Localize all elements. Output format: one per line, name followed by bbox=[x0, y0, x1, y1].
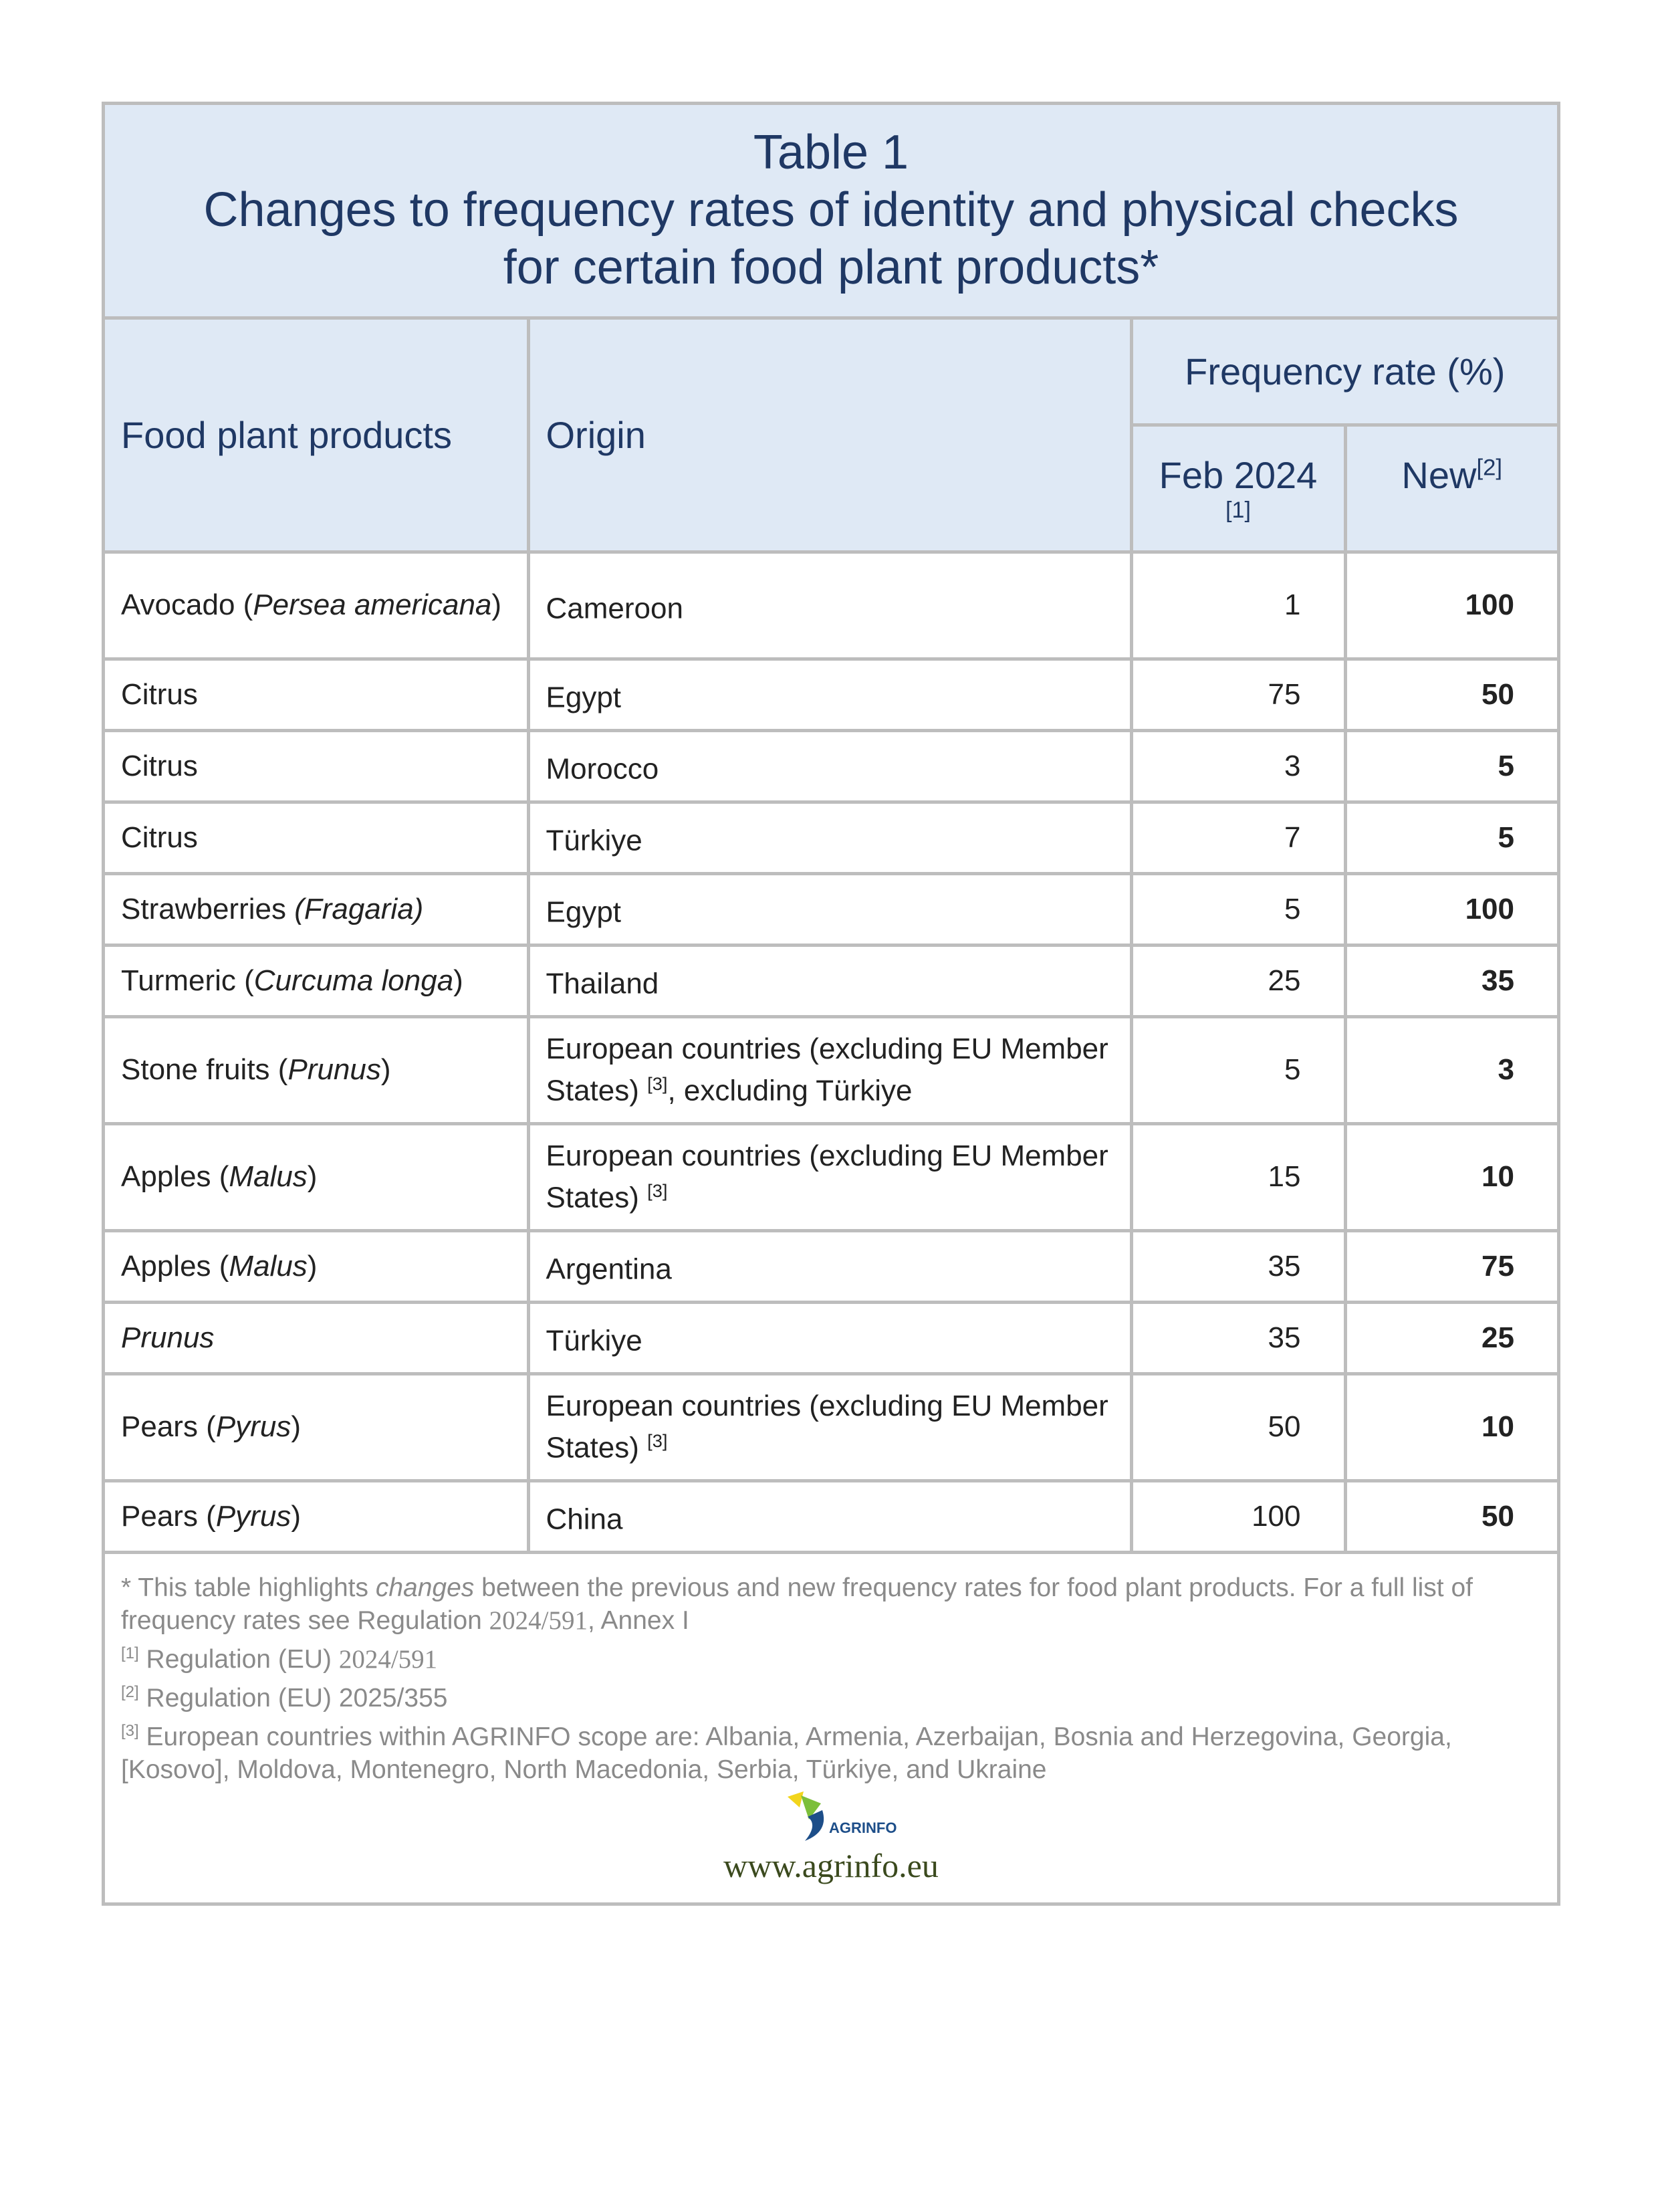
note-3 bbox=[121, 1715, 1541, 1786]
cell-product bbox=[105, 552, 528, 659]
table-body bbox=[105, 552, 1557, 1552]
cell-new: 10 bbox=[1345, 1373, 1557, 1480]
note-general-regulation: 2024/591 bbox=[489, 1606, 588, 1635]
cell-origin bbox=[528, 1230, 1131, 1302]
origin-text: Türkiye bbox=[546, 1324, 642, 1357]
cell-new: 3 bbox=[1345, 1016, 1557, 1123]
title-line-2: Changes to frequency rates of identity and physical checks bbox=[203, 183, 1459, 237]
origin-text: Egypt bbox=[546, 681, 622, 714]
header-frequency-rate: Frequency rate (%) bbox=[1131, 320, 1557, 425]
origin-ref: [3] bbox=[647, 1430, 668, 1451]
table-notes bbox=[105, 1554, 1557, 1786]
origin-text-end: , excluding Türkiye bbox=[667, 1074, 913, 1107]
origin-text: Egypt bbox=[546, 895, 622, 929]
product-latin-name: Malus bbox=[229, 1249, 308, 1283]
cell-feb-2024: 100 bbox=[1131, 1480, 1345, 1552]
origin-text: European countries (excluding EU Member States) bbox=[546, 1139, 1108, 1214]
origin-ref: [3] bbox=[647, 1073, 668, 1094]
note-3-text: European countries within AGRINFO scope are: Albania, Armenia, Azerbaijan, Bosnia and Herzegovina, Georgia, [Kosovo], Moldova, Montenegro, North Macedonia, Serbia, Türkiye, and Ukraine bbox=[121, 1722, 1452, 1784]
cell-feb-2024: 1 bbox=[1131, 552, 1345, 659]
origin-text: Morocco bbox=[546, 752, 659, 786]
product-name: Pears ( bbox=[121, 1499, 216, 1533]
header-feb-2024-label: Feb 2024 bbox=[1159, 453, 1318, 496]
table-row bbox=[105, 1230, 1557, 1302]
cell-new: 35 bbox=[1345, 945, 1557, 1016]
note-1-regulation: 2024/591 bbox=[338, 1644, 438, 1674]
header-feb-2024-ref: [1] bbox=[1225, 497, 1251, 523]
logo-text: AGRINFO bbox=[829, 1819, 897, 1836]
cell-feb-2024: 75 bbox=[1131, 659, 1345, 730]
product-latin-name: Curcuma longa bbox=[253, 964, 454, 997]
note-2 bbox=[121, 1676, 1541, 1715]
cell-origin bbox=[528, 945, 1131, 1016]
product-latin-name: Pyrus bbox=[215, 1499, 291, 1533]
product-latin-name: (Fragaria) bbox=[294, 892, 424, 925]
origin-text: Thailand bbox=[546, 967, 659, 1000]
product-name-end: ) bbox=[291, 1499, 301, 1533]
product-name: Turmeric ( bbox=[121, 964, 254, 997]
table-row bbox=[105, 552, 1557, 659]
cell-product bbox=[105, 1016, 528, 1123]
product-name-end: ) bbox=[491, 588, 502, 621]
website-link[interactable]: www.agrinfo.eu bbox=[723, 1846, 939, 1884]
cell-origin bbox=[528, 873, 1131, 945]
cell-new: 100 bbox=[1345, 552, 1557, 659]
note-2-text: Regulation (EU) 2025/355 bbox=[138, 1683, 448, 1712]
header-new-label: New bbox=[1401, 453, 1477, 496]
cell-feb-2024: 15 bbox=[1131, 1123, 1345, 1230]
note-general-text-b: between the previous and new frequency rates for food plant products. For a full list of frequency rates see Regulation bbox=[121, 1573, 1473, 1635]
product-name: Strawberries bbox=[121, 892, 295, 925]
title-line-3: for certain food plant products* bbox=[503, 241, 1159, 294]
table-row bbox=[105, 1373, 1557, 1480]
cell-product bbox=[105, 659, 528, 730]
note-1 bbox=[121, 1637, 1541, 1676]
cell-origin bbox=[528, 1123, 1131, 1230]
note-general-text-a: * This table highlights bbox=[121, 1573, 376, 1602]
origin-text: European countries (excluding EU Member States) bbox=[546, 1389, 1108, 1464]
cell-product bbox=[105, 730, 528, 802]
header-origin: Origin bbox=[528, 320, 1131, 552]
origin-text: European countries (excluding EU Member States) bbox=[546, 1032, 1108, 1107]
cell-product bbox=[105, 802, 528, 873]
cell-feb-2024: 50 bbox=[1131, 1373, 1345, 1480]
origin-text: Türkiye bbox=[546, 824, 642, 857]
cell-origin bbox=[528, 1373, 1131, 1480]
product-name-end: ) bbox=[307, 1160, 318, 1193]
product-name: Avocado ( bbox=[121, 588, 253, 621]
origin-ref: [3] bbox=[647, 1180, 668, 1201]
table-row bbox=[105, 945, 1557, 1016]
origin-text: China bbox=[546, 1503, 623, 1536]
cell-new: 75 bbox=[1345, 1230, 1557, 1302]
product-latin-name: Prunus bbox=[121, 1321, 215, 1354]
cell-origin bbox=[528, 659, 1131, 730]
note-1-text: Regulation (EU) bbox=[138, 1644, 339, 1674]
cell-feb-2024: 35 bbox=[1131, 1302, 1345, 1373]
note-general-text-c: , Annex I bbox=[588, 1606, 689, 1635]
cell-feb-2024: 3 bbox=[1131, 730, 1345, 802]
table-row bbox=[105, 1123, 1557, 1230]
cell-feb-2024: 5 bbox=[1131, 1016, 1345, 1123]
product-latin-name: Pyrus bbox=[215, 1410, 291, 1443]
note-1-ref: [1] bbox=[121, 1644, 139, 1662]
product-name-end: ) bbox=[453, 964, 463, 997]
product-name: Citrus bbox=[121, 677, 198, 711]
product-name: Citrus bbox=[121, 820, 198, 854]
cell-origin bbox=[528, 730, 1131, 802]
product-latin-name: Malus bbox=[229, 1160, 308, 1193]
footer bbox=[105, 1786, 1557, 1902]
table-row bbox=[105, 873, 1557, 945]
cell-product bbox=[105, 873, 528, 945]
cell-new: 50 bbox=[1345, 1480, 1557, 1552]
product-name: Citrus bbox=[121, 749, 198, 782]
note-general-italic: changes bbox=[375, 1573, 475, 1602]
header-food-plant-products: Food plant products bbox=[105, 320, 528, 552]
cell-new: 5 bbox=[1345, 802, 1557, 873]
cell-product bbox=[105, 1123, 528, 1230]
cell-new: 5 bbox=[1345, 730, 1557, 802]
table-row bbox=[105, 659, 1557, 730]
title-line-1: Table 1 bbox=[753, 126, 909, 179]
table-row bbox=[105, 1480, 1557, 1552]
cell-product bbox=[105, 1480, 528, 1552]
table-row bbox=[105, 802, 1557, 873]
origin-text: Cameroon bbox=[546, 592, 683, 625]
header-new bbox=[1345, 425, 1557, 552]
cell-feb-2024: 5 bbox=[1131, 873, 1345, 945]
agrinfo-logo-icon bbox=[774, 1790, 897, 1842]
product-name-end: ) bbox=[307, 1249, 318, 1283]
cell-origin bbox=[528, 1480, 1131, 1552]
cell-new: 100 bbox=[1345, 873, 1557, 945]
cell-origin bbox=[528, 552, 1131, 659]
cell-product bbox=[105, 1302, 528, 1373]
cell-origin bbox=[528, 802, 1131, 873]
cell-feb-2024: 35 bbox=[1131, 1230, 1345, 1302]
header-feb-2024 bbox=[1131, 425, 1345, 552]
frequency-table bbox=[105, 320, 1557, 1554]
cell-product bbox=[105, 1373, 528, 1480]
note-2-ref: [2] bbox=[121, 1682, 139, 1701]
table-frame bbox=[102, 102, 1560, 1906]
cell-new: 10 bbox=[1345, 1123, 1557, 1230]
product-name-end: ) bbox=[291, 1410, 301, 1443]
cell-new: 25 bbox=[1345, 1302, 1557, 1373]
note-general bbox=[121, 1571, 1541, 1637]
product-name: Apples ( bbox=[121, 1249, 229, 1283]
product-name: Apples ( bbox=[121, 1160, 229, 1193]
table-row bbox=[105, 730, 1557, 802]
product-latin-name: Persea americana bbox=[253, 588, 492, 621]
header-new-ref: [2] bbox=[1476, 454, 1503, 480]
table-row bbox=[105, 1302, 1557, 1373]
product-latin-name: Prunus bbox=[287, 1053, 381, 1086]
product-name: Stone fruits ( bbox=[121, 1053, 288, 1086]
note-3-ref: [3] bbox=[121, 1721, 139, 1740]
cell-feb-2024: 25 bbox=[1131, 945, 1345, 1016]
product-name-end: ) bbox=[380, 1053, 391, 1086]
cell-new: 50 bbox=[1345, 659, 1557, 730]
origin-text: Argentina bbox=[546, 1252, 672, 1286]
cell-product bbox=[105, 1230, 528, 1302]
cell-feb-2024: 7 bbox=[1131, 802, 1345, 873]
cell-product bbox=[105, 945, 528, 1016]
cell-origin bbox=[528, 1016, 1131, 1123]
table-title bbox=[105, 105, 1557, 320]
table-row bbox=[105, 1016, 1557, 1123]
cell-origin bbox=[528, 1302, 1131, 1373]
product-name: Pears ( bbox=[121, 1410, 216, 1443]
